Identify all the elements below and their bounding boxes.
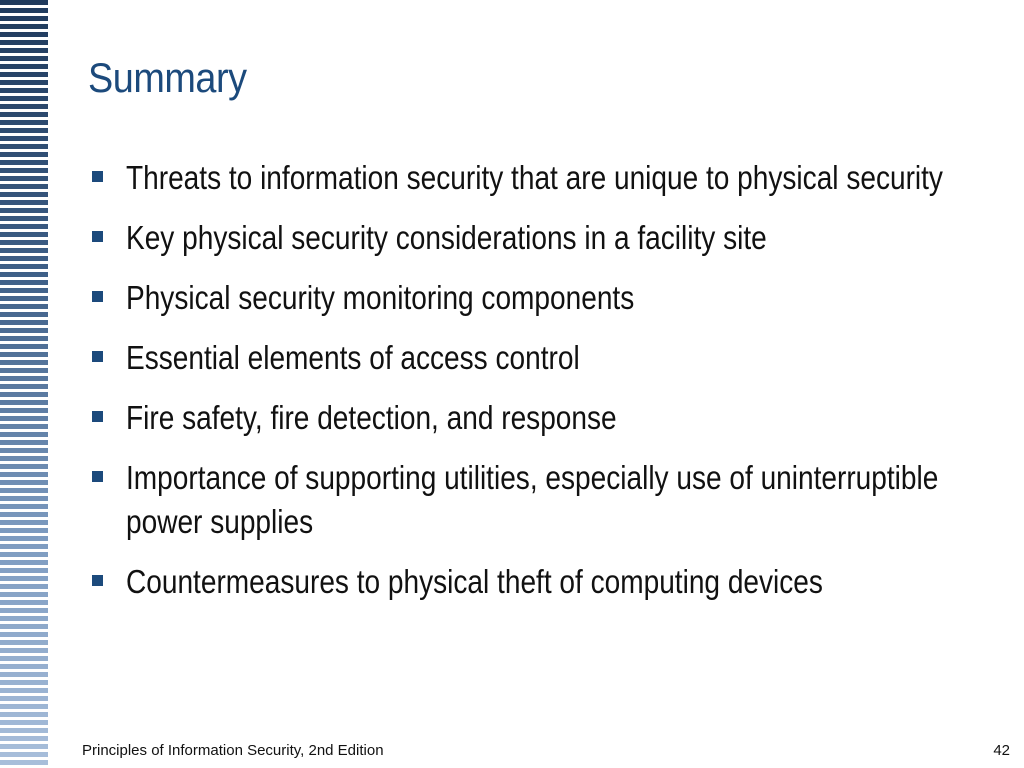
bullet-text: Key physical security considerations in a facility site xyxy=(126,219,767,256)
square-bullet-icon xyxy=(92,351,103,362)
square-bullet-icon xyxy=(92,171,103,182)
bullet-item xyxy=(92,276,992,320)
bullet-item xyxy=(92,336,992,380)
bullet-item xyxy=(92,216,992,260)
bullet-text: Importance of supporting utilities, especially use of uninterruptible power supplies xyxy=(126,459,939,540)
bullet-text: Threats to information security that are unique to physical security xyxy=(126,159,943,196)
square-bullet-icon xyxy=(92,471,103,482)
bullet-list xyxy=(92,156,992,620)
square-bullet-icon xyxy=(92,291,103,302)
decorative-side-stripes xyxy=(0,0,48,768)
slide-title: Summary xyxy=(88,54,247,101)
bullet-text: Countermeasures to physical theft of computing devices xyxy=(126,563,823,600)
footer-book-title: Principles of Information Security, 2nd Edition xyxy=(82,742,384,759)
square-bullet-icon xyxy=(92,231,103,242)
bullet-item xyxy=(92,560,992,604)
bullet-text: Physical security monitoring components xyxy=(126,279,635,316)
bullet-text: Fire safety, fire detection, and response xyxy=(126,399,617,436)
bullet-item xyxy=(92,156,992,200)
page-number: 42 xyxy=(993,742,1010,759)
bullet-item xyxy=(92,396,992,440)
square-bullet-icon xyxy=(92,575,103,586)
bullet-text: Essential elements of access control xyxy=(126,339,580,376)
bullet-item xyxy=(92,456,992,544)
square-bullet-icon xyxy=(92,411,103,422)
